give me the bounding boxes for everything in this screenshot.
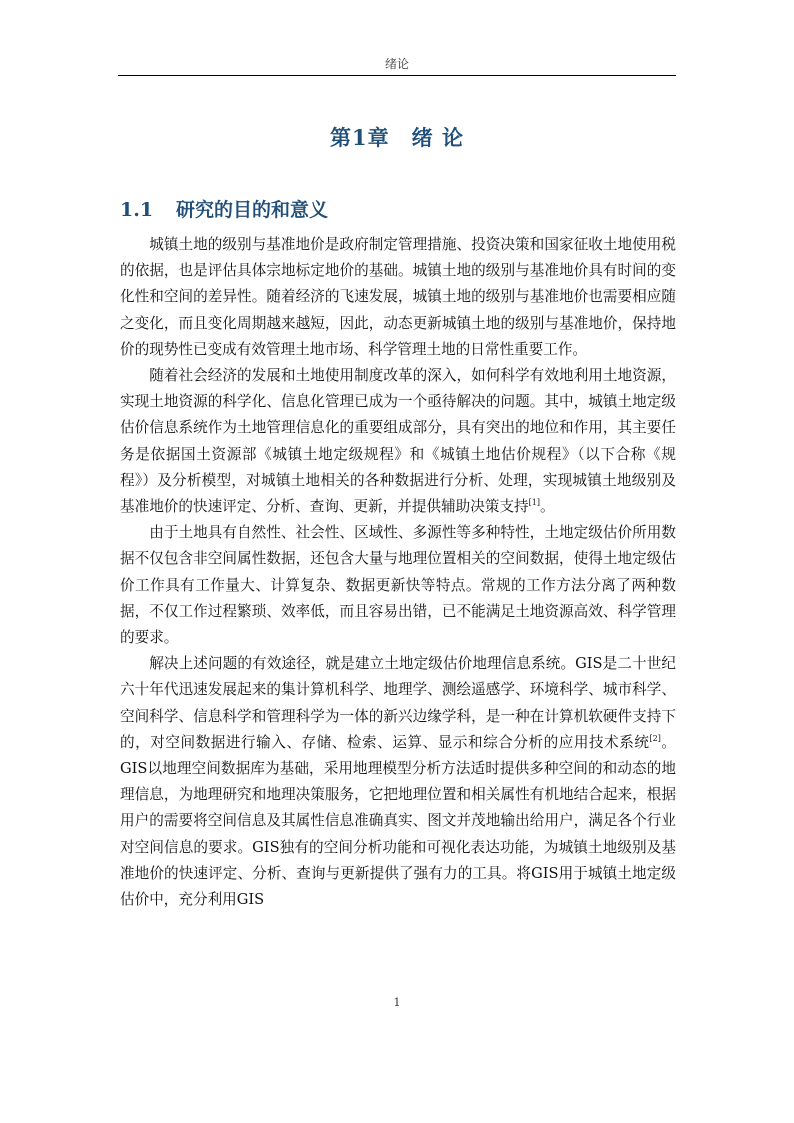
paragraph-1 [120, 232, 676, 363]
paragraph-4 [120, 651, 676, 913]
chapter-number: 第1章 [330, 125, 390, 150]
page-number: 1 [393, 996, 401, 1009]
paragraph-1-text: 城镇土地的级别与基准地价是政府制定管理措施、投资决策和国家征收土地使用税的依据，也是评估具体宗地标定地价的基础。城镇土地的级别与基准地价具有时间的变化性和空间的差异性。随着经济的飞速发展，城镇土地的级别与基准地价也需要相应随之变化，而且变化周期越来越短，因此，动态更新城镇土地的级别与基准地价，保持地价的现势性已变成有效管理土地市场、科学管理土地的日常性重要工作。 [120, 236, 676, 358]
citation-2: [2] [649, 734, 661, 743]
body-text [120, 232, 676, 913]
section-number: 1.1 [120, 199, 154, 221]
paragraph-4-tail: 。GIS以地理空间数据库为基础，采用地理模型分析方法适时提供多种空间的和动态的地理信息，为地理研究和地理决策服务，它把地理位置和相关属性有机地结合起来，根据用户的需要将空间信息及其属性信息准确真实、图文并茂地输出给用户，满足各个行业对空间信息的要求。GIS独有的空间分析功能和可视化表达功能，为城镇土地级别及基准地价的快速评定、分析、查询与更新提供了强有力的工具。将GIS用于城镇土地定级估价中，充分利用GIS [120, 733, 676, 909]
header-rule [118, 75, 676, 76]
paragraph-3-text: 由于土地具有自然性、社会性、区域性、多源性等多种特性，土地定级估价所用数据不仅包含非空间属性数据，还包含大量与地理位置相关的空间数据，使得土地定级估价工作具有工作量大、计算复杂、数据更新快等特点。常规的工作方法分离了两种数据，不仅工作过程繁琐、效率低，而且容易出错，已不能满足土地资源高效、科学管理的要求。 [120, 524, 676, 647]
chapter-name: 绪 论 [411, 125, 464, 150]
paragraph-3 [120, 520, 676, 651]
paragraph-4-text: 解决上述问题的有效途径，就是建立土地定级估价地理信息系统。GIS是二十世纪六十年代迅速发展起来的集计算机科学、地理学、测绘遥感学、环境科学、城市科学、空间科学、信息科学和管理科学为一体的新兴边缘学科，是一种在计算机软硬件支持下的，对空间数据进行输入、存储、检索、运算、显示和综合分析的应用技术系统 [120, 655, 676, 751]
section-heading [120, 195, 676, 222]
chapter-title [118, 122, 676, 152]
paragraph-2 [120, 363, 676, 520]
paragraph-2-tail: 。 [539, 498, 555, 516]
running-header: 绪论 [384, 57, 409, 71]
section-title: 研究的目的和意义 [176, 199, 329, 221]
paragraph-2-text: 随着社会经济的发展和土地使用制度改革的深入，如何科学有效地利用土地资源，实现土地资源的科学化、信息化管理已成为一个亟待解决的问题。其中，城镇土地定级估价信息系统作为土地管理信息化的重要组成部分，具有突出的地位和作用，其主要任务是依据国土资源部《城镇土地定级规程》和《城镇土地估价规程》（以下合称《规程》）及分析模型，对城镇土地相关的各种数据进行分析、处理，实现城镇土地级别及基准地价的快速评定、分析、查询、更新，并提供辅助决策支持 [120, 367, 676, 516]
citation-1: [1] [528, 498, 540, 508]
